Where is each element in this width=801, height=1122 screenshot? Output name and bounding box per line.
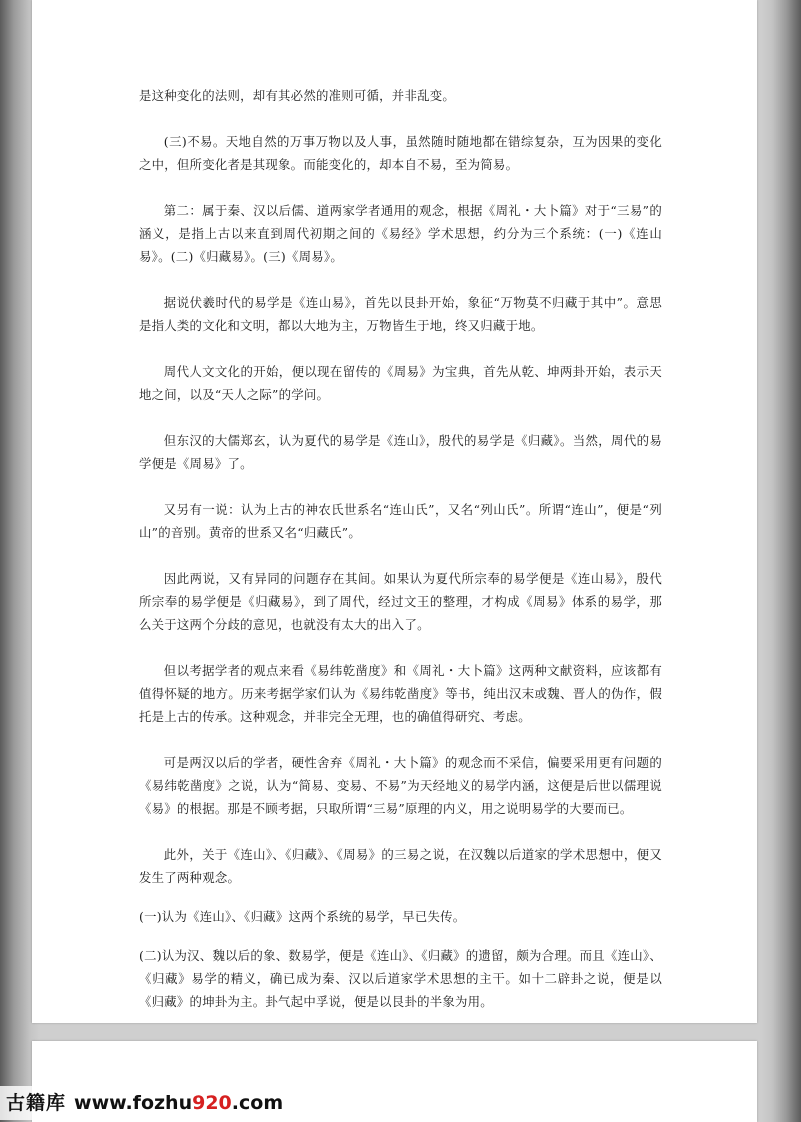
document-page	[32, 0, 757, 1023]
paragraph: 因此两说，又有异同的问题存在其间。如果认为夏代所宗奉的易学便是《连山易》，殷代所宗奉的易学便是《归藏易》，到了周代，经过文王的整理，才构成《周易》体系的易学，那么关于这两个分歧的意见，也就没有太大的出入了。	[139, 571, 662, 632]
paragraph: 周代人文文化的开始，便以现在留传的《周易》为宝典，首先从乾、坤两卦开始，表示天地之间，以及“天人之际”的学问。	[139, 364, 662, 402]
paragraph: 第二：属于秦、汉以后儒、道两家学者通用的观念，根据《周礼・大卜篇》对于“三易”的涵义，是指上古以来直到周代初期之间的《易经》学术思想，约分为三个系统：(一)《连山易》。(二)《归藏易》。(三)《周易》。	[139, 203, 662, 264]
paragraph: 此外，关于《连山》、《归藏》、《周易》的三易之说，在汉魏以后道家的学术思想中，便又发生了两种观念。	[139, 847, 662, 885]
paragraph: 据说伏羲时代的易学是《连山易》，首先以艮卦开始，象征“万物莫不归藏于其中”。意思是指人类的文化和文明，都以大地为主，万物皆生于地，终又归藏于地。	[139, 295, 662, 333]
site-watermark	[0, 1086, 287, 1120]
paragraph: 可是两汉以后的学者，硬性舍弃《周礼・大卜篇》的观念而不采信，偏要采用更有问题的《易纬乾凿度》之说，认为“简易、变易、不易”为天经地义的易学内涵，这便是后世以儒理说《易》的根据。那是不顾考据，只取所谓“三易”原理的内义，用之说明易学的大要而已。	[139, 755, 662, 816]
paragraph: 是这种变化的法则，却有其必然的准则可循，并非乱变。	[139, 88, 456, 103]
paragraph: 又另有一说：认为上古的神农氏世系名“连山氏”，又名“列山氏”。所谓“连山”，便是“列山”的音别。黄帝的世系又名“归藏氏”。	[139, 502, 662, 540]
watermark-site-name: 古籍库	[6, 1092, 67, 1114]
page-text	[139, 84, 662, 1036]
list-item: (一)认为《连山》、《归藏》这两个系统的易学，早已失传。	[139, 909, 466, 924]
list-item: (二)认为汉、魏以后的象、数易学，便是《连山》、《归藏》的遗留，颇为合理。而且《连山》、《归藏》易学的精义，确已成为秦、汉以后道家学术思想的主干。如十二辟卦之说，便是以《归藏》的坤卦为主。卦气起中孚说，便是以艮卦的半象为用。	[139, 948, 662, 1009]
watermark-url-highlight: 920	[192, 1092, 232, 1114]
paragraph: (三)不易。天地自然的万事万物以及人事，虽然随时随地都在错综复杂，互为因果的变化之中，但所变化者是其现象。而能变化的，却本自不易，至为简易。	[139, 134, 662, 172]
paragraph: 但以考据学者的观点来看《易纬乾凿度》和《周礼・大卜篇》这两种文献资料，应该都有值得怀疑的地方。历来考据学家们认为《易纬乾凿度》等书，纯出汉末或魏、晋人的伪作，假托是上古的传承。这种观念，并非完全无理，也的确值得研究、考虑。	[139, 663, 662, 724]
paragraph: 但东汉的大儒郑玄，认为夏代的易学是《连山》，殷代的易学是《归藏》。当然，周代的易学便是《周易》了。	[139, 433, 662, 471]
watermark-url-prefix: www.fozhu	[74, 1092, 193, 1114]
watermark-url-suffix: .com	[231, 1092, 284, 1114]
